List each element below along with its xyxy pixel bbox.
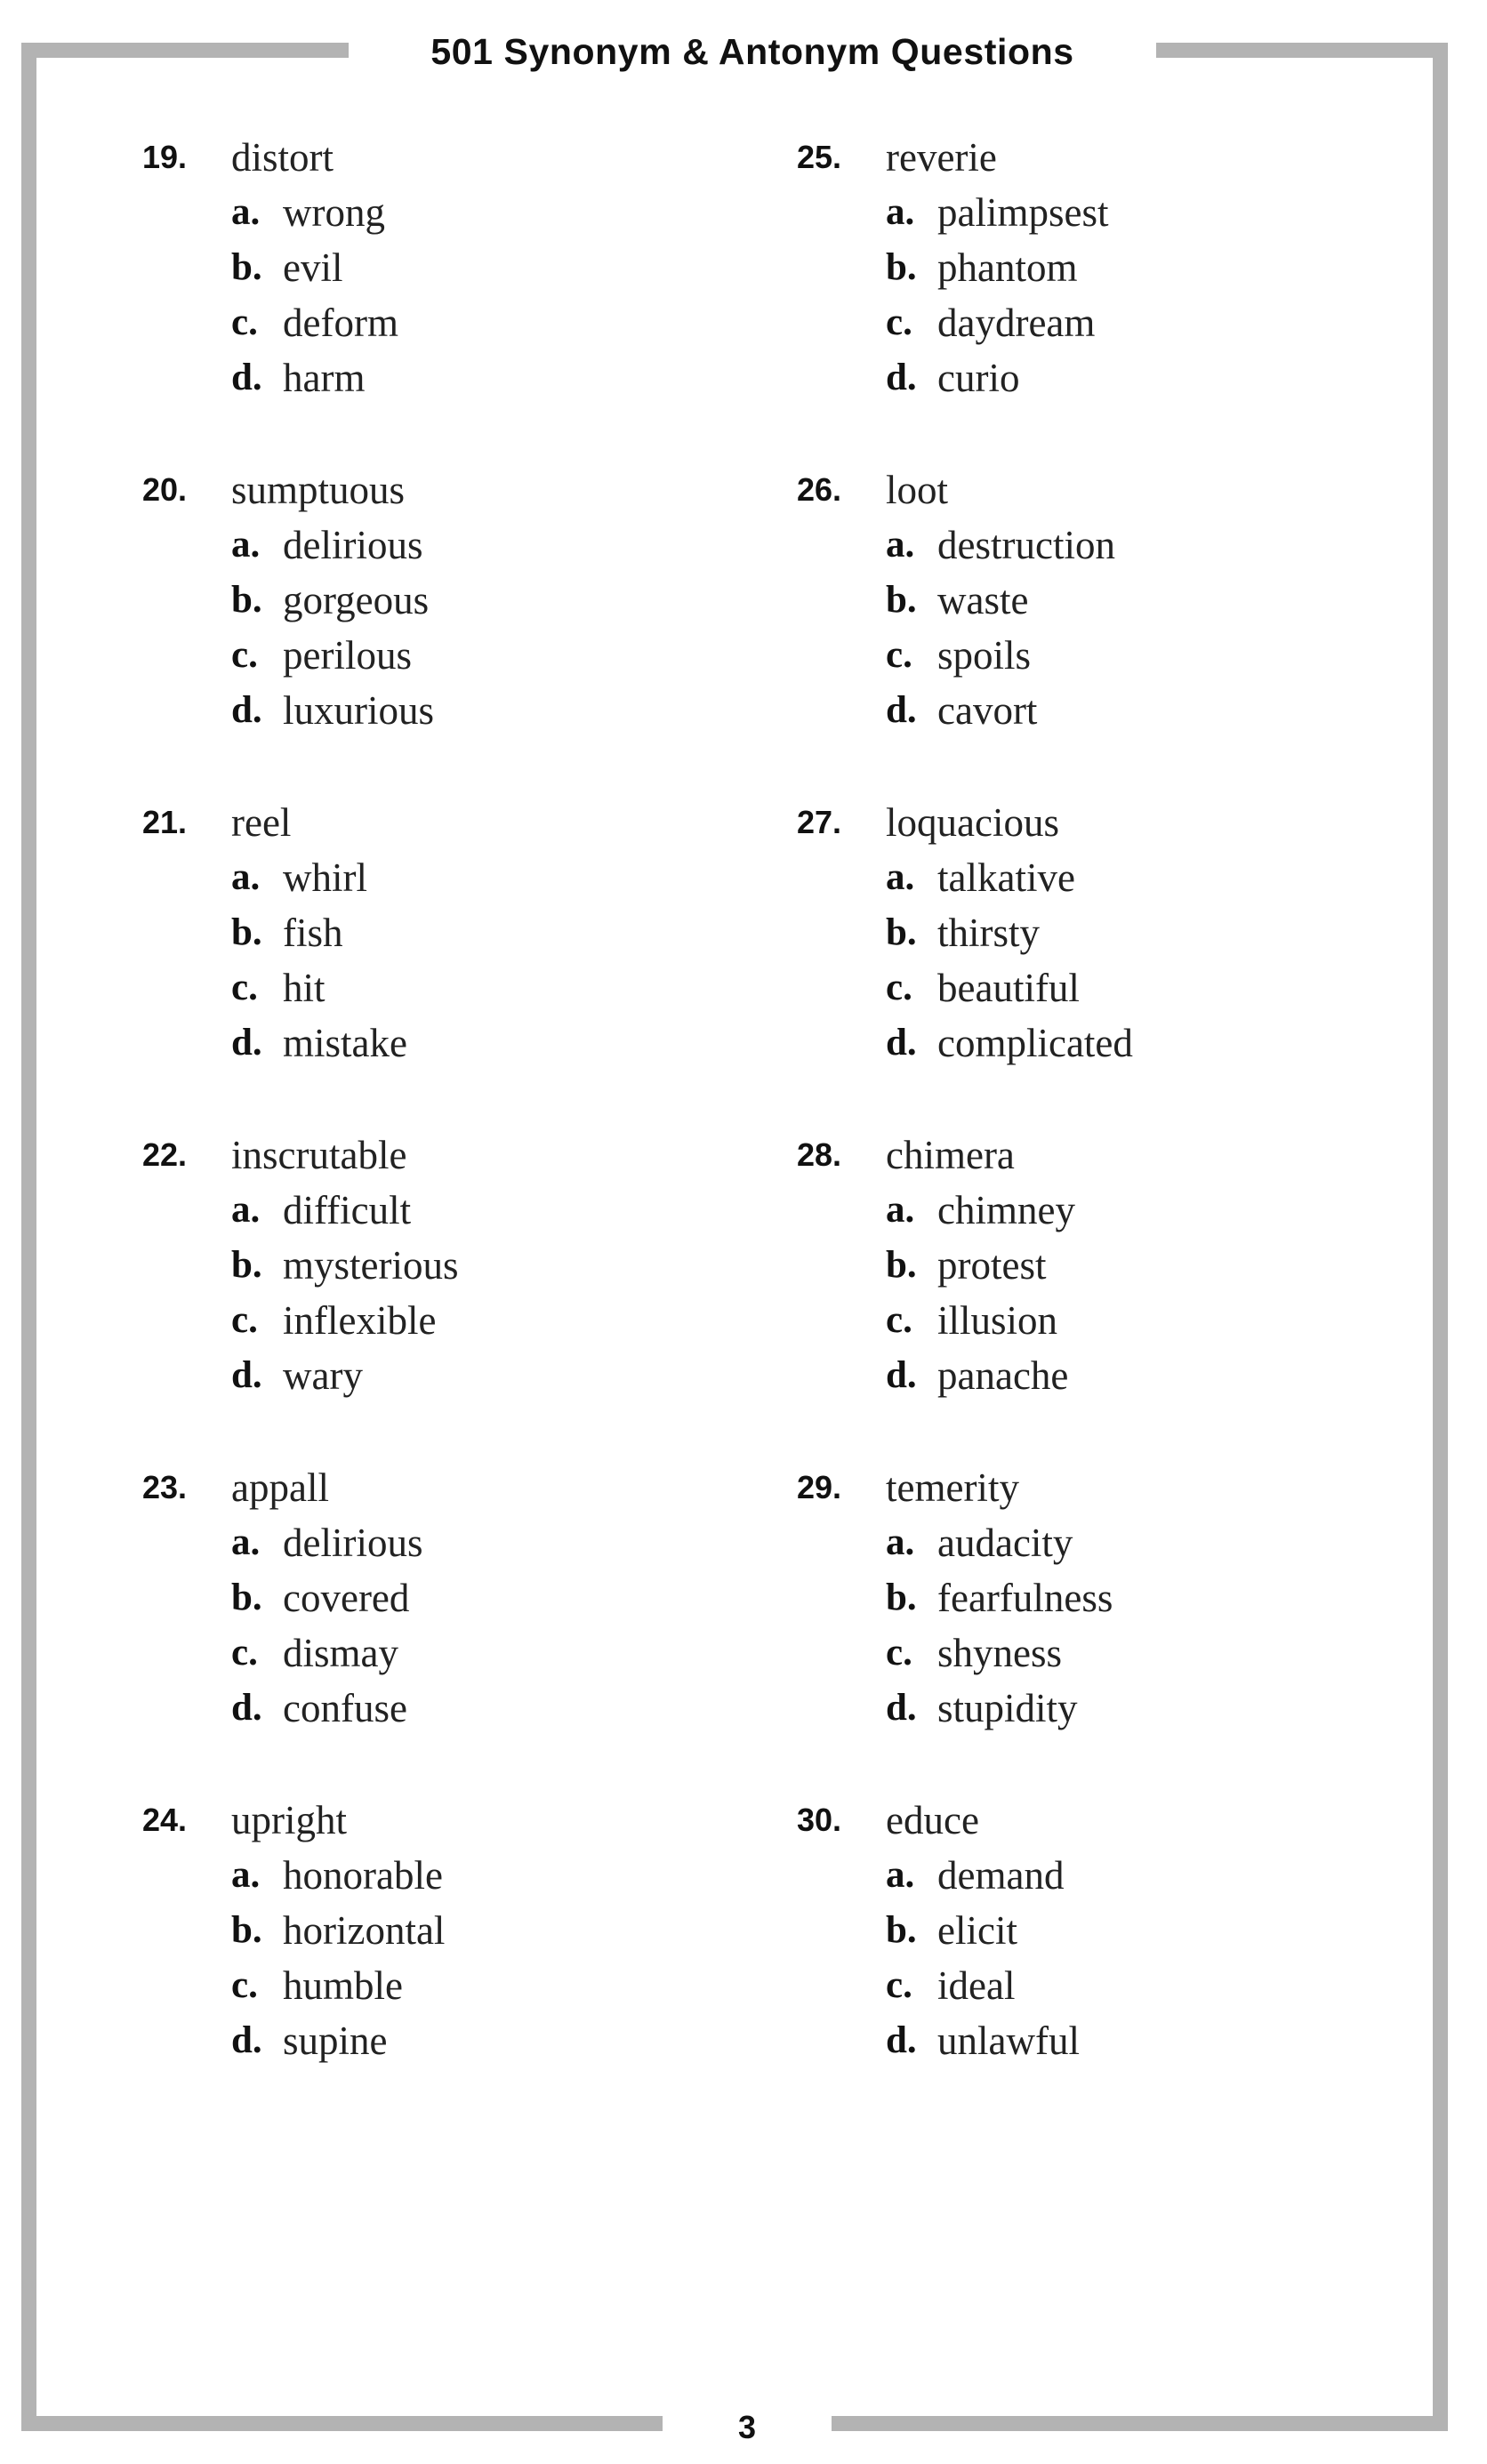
- answer-option: [797, 295, 1419, 350]
- answer-option: [797, 2013, 1419, 2068]
- question-item: [797, 1793, 1419, 2125]
- option-letter: c.: [231, 967, 258, 1008]
- answer-option: [142, 573, 765, 628]
- option-letter: c.: [886, 301, 912, 343]
- question-number: 25.: [797, 139, 842, 175]
- answer-option: [797, 960, 1419, 1015]
- answer-option: [142, 960, 765, 1015]
- question-item: [797, 1460, 1419, 1793]
- page-header-title: 501 Synonym & Antonym Questions: [349, 27, 1156, 76]
- option-text: delirious: [283, 1521, 423, 1565]
- option-text: panache: [937, 1353, 1069, 1398]
- option-text: covered: [283, 1576, 410, 1620]
- answer-option: [142, 1183, 765, 1238]
- answer-option: [142, 1348, 765, 1403]
- option-letter: c.: [886, 1632, 912, 1673]
- question-word: temerity: [886, 1465, 1019, 1510]
- question-word: educe: [886, 1798, 979, 1842]
- question-word: sumptuous: [231, 468, 406, 512]
- question-item: [142, 1460, 765, 1793]
- option-text: ideal: [937, 1963, 1016, 2008]
- option-text: wary: [283, 1353, 363, 1398]
- answer-option: [142, 1015, 765, 1071]
- option-letter: b.: [231, 911, 262, 953]
- option-letter: d.: [231, 2019, 262, 2061]
- question-number: 28.: [797, 1136, 842, 1173]
- option-letter: d.: [886, 1687, 917, 1729]
- option-letter: b.: [231, 1244, 262, 1286]
- option-letter: c.: [231, 301, 258, 343]
- question-item: [142, 1128, 765, 1460]
- question-item: [797, 1128, 1419, 1460]
- answer-option: [797, 1348, 1419, 1403]
- answer-option: [797, 240, 1419, 295]
- option-letter: b.: [886, 1909, 917, 1951]
- option-letter: b.: [886, 246, 917, 288]
- question-number: 19.: [142, 139, 188, 175]
- answer-option: [142, 2013, 765, 2068]
- option-letter: c.: [886, 1299, 912, 1341]
- option-text: inflexible: [283, 1298, 437, 1343]
- option-letter: a.: [231, 1854, 261, 1896]
- option-letter: a.: [231, 1521, 261, 1563]
- option-letter: a.: [231, 1189, 261, 1231]
- option-letter: b.: [231, 579, 262, 621]
- option-text: deform: [283, 301, 398, 345]
- answer-option: [142, 628, 765, 683]
- option-text: waste: [937, 578, 1029, 622]
- question-word: chimera: [886, 1133, 1015, 1177]
- answer-option: [142, 1958, 765, 2013]
- option-text: thirsty: [937, 911, 1041, 955]
- option-text: delirious: [283, 523, 423, 567]
- option-letter: b.: [886, 1244, 917, 1286]
- question-word: loot: [886, 468, 949, 512]
- option-letter: a.: [886, 1189, 915, 1231]
- answer-option: [142, 1293, 765, 1348]
- answer-option: [797, 628, 1419, 683]
- answer-option: [797, 1183, 1419, 1238]
- option-text: horizontal: [283, 1908, 446, 1953]
- option-letter: b.: [886, 1577, 917, 1618]
- option-letter: a.: [886, 191, 915, 233]
- answer-option: [142, 295, 765, 350]
- option-text: demand: [937, 1853, 1065, 1898]
- option-letter: d.: [231, 689, 262, 731]
- option-letter: d.: [886, 357, 917, 398]
- question-word: reverie: [886, 135, 997, 180]
- answer-option: [797, 1848, 1419, 1903]
- answer-option: [797, 1903, 1419, 1958]
- answer-option: [797, 850, 1419, 905]
- option-letter: b.: [231, 246, 262, 288]
- option-letter: a.: [886, 856, 915, 898]
- option-text: daydream: [937, 301, 1096, 345]
- question-word: upright: [231, 1798, 347, 1842]
- option-letter: d.: [231, 1354, 262, 1396]
- option-letter: c.: [231, 634, 258, 676]
- question-number: 22.: [142, 1136, 188, 1173]
- option-letter: a.: [231, 524, 261, 566]
- question-number: 26.: [797, 471, 842, 508]
- answer-option: [797, 350, 1419, 405]
- answer-option: [142, 185, 765, 240]
- answer-option: [797, 1958, 1419, 2013]
- option-letter: d.: [231, 1022, 262, 1063]
- option-letter: c.: [231, 1964, 258, 2006]
- answer-option: [797, 573, 1419, 628]
- question-item: [142, 1793, 765, 2125]
- answer-option: [797, 518, 1419, 573]
- answer-option: [142, 1625, 765, 1681]
- answer-option: [142, 1848, 765, 1903]
- option-text: mysterious: [283, 1243, 459, 1288]
- answer-option: [797, 1015, 1419, 1071]
- option-text: spoils: [937, 633, 1032, 678]
- option-text: fish: [283, 911, 343, 955]
- answer-option: [142, 1681, 765, 1736]
- answer-option: [797, 1625, 1419, 1681]
- option-text: confuse: [283, 1686, 407, 1730]
- option-letter: d.: [886, 1022, 917, 1063]
- left-question-column: [142, 130, 765, 2125]
- page-number: 3: [663, 2401, 832, 2454]
- right-question-column: [797, 130, 1419, 2125]
- option-text: talkative: [937, 855, 1075, 900]
- option-letter: a.: [886, 1521, 915, 1563]
- question-number: 24.: [142, 1802, 188, 1838]
- answer-option: [797, 1515, 1419, 1570]
- question-item: [797, 795, 1419, 1128]
- answer-option: [797, 905, 1419, 960]
- option-letter: d.: [886, 689, 917, 731]
- option-letter: c.: [886, 1964, 912, 2006]
- answer-option: [797, 683, 1419, 738]
- option-text: chimney: [937, 1188, 1075, 1232]
- option-text: whirl: [283, 855, 367, 900]
- option-text: harm: [283, 356, 366, 400]
- option-text: shyness: [937, 1631, 1063, 1675]
- option-text: hit: [283, 966, 326, 1010]
- question-number: 21.: [142, 804, 188, 840]
- option-letter: a.: [231, 856, 261, 898]
- option-letter: a.: [886, 1854, 915, 1896]
- option-letter: c.: [231, 1299, 258, 1341]
- option-letter: c.: [886, 634, 912, 676]
- option-text: cavort: [937, 688, 1038, 733]
- answer-option: [142, 1515, 765, 1570]
- option-letter: b.: [886, 579, 917, 621]
- option-text: dismay: [283, 1631, 398, 1675]
- answer-option: [142, 350, 765, 405]
- option-text: wrong: [283, 190, 385, 235]
- answer-option: [797, 185, 1419, 240]
- option-text: curio: [937, 356, 1020, 400]
- option-letter: c.: [231, 1632, 258, 1673]
- option-text: supine: [283, 2019, 388, 2063]
- option-letter: c.: [886, 967, 912, 1008]
- question-item: [797, 130, 1419, 462]
- question-word: inscrutable: [231, 1133, 407, 1177]
- question-number: 20.: [142, 471, 188, 508]
- question-item: [142, 462, 765, 795]
- question-number: 23.: [142, 1469, 188, 1505]
- answer-option: [142, 850, 765, 905]
- answer-option: [142, 1238, 765, 1293]
- option-text: gorgeous: [283, 578, 430, 622]
- option-text: mistake: [283, 1021, 407, 1065]
- option-text: honorable: [283, 1853, 443, 1898]
- option-text: illusion: [937, 1298, 1058, 1343]
- option-text: stupidity: [937, 1686, 1078, 1730]
- question-word: reel: [231, 800, 292, 845]
- answer-option: [142, 518, 765, 573]
- answer-option: [797, 1293, 1419, 1348]
- option-letter: d.: [231, 357, 262, 398]
- question-number: 27.: [797, 804, 842, 840]
- question-item: [142, 130, 765, 462]
- option-letter: d.: [886, 2019, 917, 2061]
- option-text: complicated: [937, 1021, 1133, 1065]
- question-word: appall: [231, 1465, 329, 1510]
- option-text: evil: [283, 245, 343, 290]
- question-number: 29.: [797, 1469, 842, 1505]
- option-text: destruction: [937, 523, 1115, 567]
- option-text: fearfulness: [937, 1576, 1113, 1620]
- option-letter: d.: [231, 1687, 262, 1729]
- question-item: [797, 462, 1419, 795]
- option-text: phantom: [937, 245, 1078, 290]
- option-letter: a.: [886, 524, 915, 566]
- option-text: perilous: [283, 633, 412, 678]
- option-letter: d.: [886, 1354, 917, 1396]
- option-text: humble: [283, 1963, 403, 2008]
- question-word: distort: [231, 135, 334, 180]
- option-letter: b.: [231, 1909, 262, 1951]
- question-word: loquacious: [886, 800, 1059, 845]
- option-letter: b.: [231, 1577, 262, 1618]
- answer-option: [797, 1681, 1419, 1736]
- question-item: [142, 795, 765, 1128]
- answer-option: [142, 240, 765, 295]
- option-letter: b.: [886, 911, 917, 953]
- answer-option: [142, 905, 765, 960]
- answer-option: [142, 683, 765, 738]
- option-text: difficult: [283, 1188, 412, 1232]
- question-number: 30.: [797, 1802, 842, 1838]
- answer-option: [797, 1238, 1419, 1293]
- option-text: luxurious: [283, 688, 435, 733]
- option-text: audacity: [937, 1521, 1073, 1565]
- option-text: beautiful: [937, 966, 1080, 1010]
- option-text: elicit: [937, 1908, 1017, 1953]
- option-text: protest: [937, 1243, 1047, 1288]
- answer-option: [797, 1570, 1419, 1625]
- option-text: palimpsest: [937, 190, 1109, 235]
- answer-option: [142, 1903, 765, 1958]
- option-text: unlawful: [937, 2019, 1080, 2063]
- answer-option: [142, 1570, 765, 1625]
- option-letter: a.: [231, 191, 261, 233]
